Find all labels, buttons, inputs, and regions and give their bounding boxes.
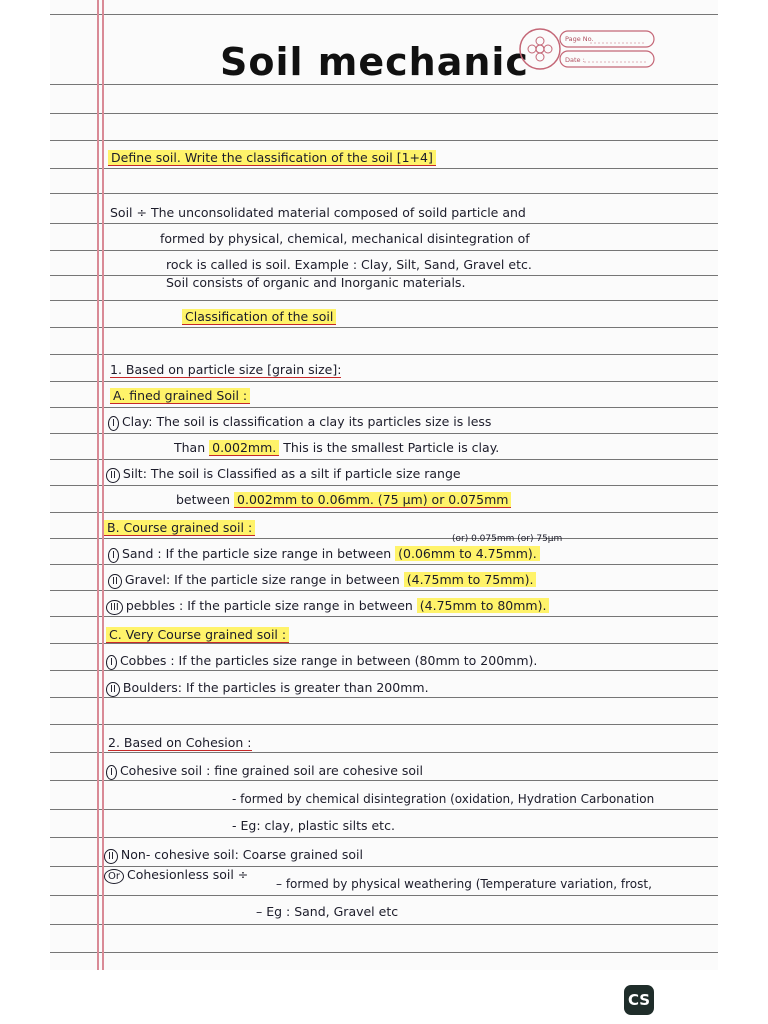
ruled-line <box>50 780 718 781</box>
question-text: Define soil. Write the classification of the soil [1+4] <box>108 150 436 166</box>
list-item: I Cobbes : If the particles size range in between (80mm to 200mm). <box>106 653 537 670</box>
page-number-stamp <box>518 27 656 71</box>
date-label: Date : <box>565 56 585 64</box>
ruled-line <box>50 837 718 838</box>
list-item: III pebbles : If the particle size range in between (4.75mm to 80mm). <box>106 598 549 615</box>
flower-logo-icon <box>518 27 656 71</box>
list-item-continuation: - Eg: clay, plastic silts etc. <box>232 818 395 833</box>
list-item: I Cohesive soil : fine grained soil are cohesive soil <box>106 763 423 780</box>
ruled-line <box>50 643 718 644</box>
ruled-line <box>50 381 718 382</box>
list-item: Or Cohesionless soil ÷ <box>104 867 248 884</box>
list-item-continuation: - formed by chemical disintegration (oxidation, Hydration Carbonation <box>232 792 655 806</box>
list-item-continuation: – Eg : Sand, Gravel etc <box>256 904 399 919</box>
list-item: I Clay: The soil is classification a clay its particles size is less <box>108 414 491 431</box>
ruled-line <box>50 84 718 85</box>
section-heading: 1. Based on particle size [grain size]: <box>110 362 342 377</box>
ruled-line <box>50 168 718 169</box>
page-title: Soil mechanic <box>220 40 529 84</box>
ruled-line <box>50 670 718 671</box>
ruled-line <box>50 485 718 486</box>
ruled-line <box>50 895 718 896</box>
list-item: I Sand : If the particle size range in between (0.06mm to 4.75mm). <box>108 546 540 563</box>
page-number-label: Page No. <box>565 35 594 43</box>
scanner-logo: CS <box>624 985 654 1015</box>
ruled-line <box>50 223 718 224</box>
ruled-line <box>50 590 718 591</box>
ruled-line <box>50 924 718 925</box>
subsection-heading: C. Very Course grained soil : <box>106 627 289 643</box>
ruled-line <box>50 752 718 753</box>
margin-note: (or) 0.075mm (or) 75µm <box>452 534 563 544</box>
ruled-line <box>50 113 718 114</box>
ruled-line <box>50 512 718 513</box>
ruled-line <box>50 250 718 251</box>
definition-line: Soil ÷ The unconsolidated material composed of soild particle and <box>110 205 526 220</box>
ruled-line <box>50 538 718 539</box>
list-item: II Silt: The soil is Classified as a silt if particle size range <box>106 466 461 483</box>
ruled-line <box>50 809 718 810</box>
ruled-line <box>50 724 718 725</box>
list-item-continuation: Than 0.002mm. This is the smallest Particle is clay. <box>174 440 500 455</box>
list-item: II Boulders: If the particles is greater than 200mm. <box>106 680 429 697</box>
ruled-line <box>50 616 718 617</box>
list-item-continuation: between 0.002mm to 0.06mm. (75 µm) or 0.075mm <box>176 492 511 508</box>
definition-line: formed by physical, chemical, mechanical disintegration of <box>160 231 530 246</box>
subsection-heading: B. Course grained soil : <box>104 520 255 536</box>
section-heading: 2. Based on Cohesion : <box>108 735 252 750</box>
ruled-line <box>50 407 718 408</box>
definition-line: rock is called is soil. Example : Clay, Silt, Sand, Gravel etc. <box>166 257 532 272</box>
definition-line: Soil consists of organic and Inorganic materials. <box>166 275 466 290</box>
ruled-line <box>50 697 718 698</box>
ruled-line <box>50 14 718 15</box>
classification-heading: Classification of the soil <box>182 309 336 325</box>
ruled-line <box>50 433 718 434</box>
ruled-line <box>50 459 718 460</box>
margin-line <box>102 0 104 970</box>
subsection-heading: A. fined grained Soil : <box>110 388 250 404</box>
ruled-line <box>50 354 718 355</box>
list-item: II Non- cohesive soil: Coarse grained soil <box>104 847 363 864</box>
list-item-continuation: – formed by physical weathering (Temperature variation, frost, <box>276 877 652 891</box>
ruled-line <box>50 327 718 328</box>
ruled-line <box>50 193 718 194</box>
ruled-line <box>50 952 718 953</box>
margin-line <box>97 0 99 970</box>
ruled-line <box>50 564 718 565</box>
ruled-line <box>50 300 718 301</box>
list-item: II Gravel: If the particle size range in between (4.75mm to 75mm). <box>108 572 536 589</box>
ruled-line <box>50 140 718 141</box>
